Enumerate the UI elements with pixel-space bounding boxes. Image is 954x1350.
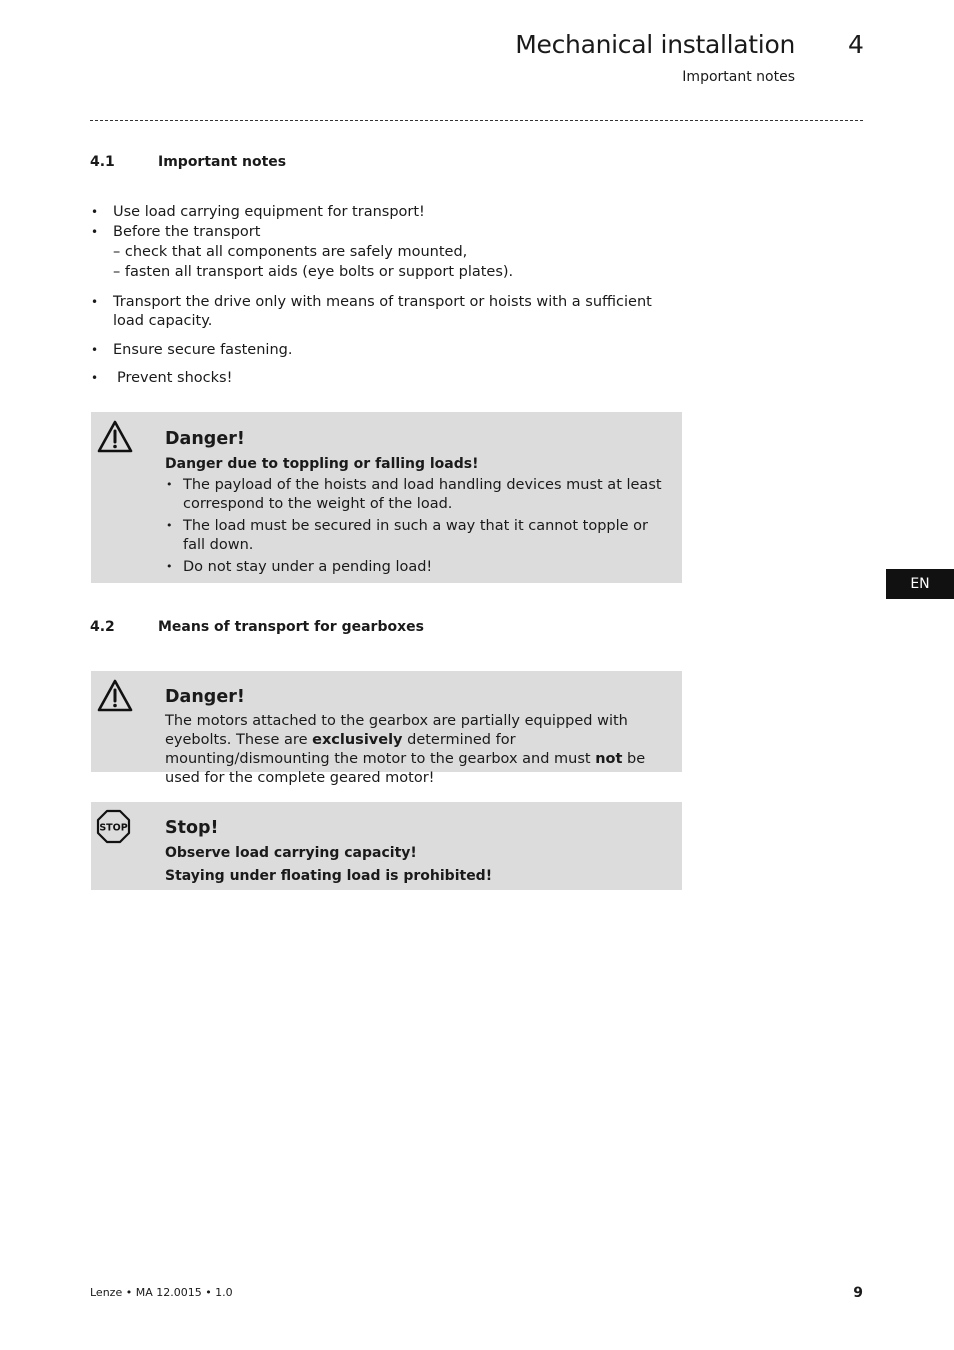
list-item: • Transport the drive only with means of transport or hoists with a sufficient load capacity. bbox=[90, 293, 685, 331]
section-title: Means of transport for gearboxes bbox=[158, 619, 424, 635]
stop-sign-label: STOP bbox=[99, 822, 128, 834]
notice-body bbox=[165, 428, 672, 577]
notice-list bbox=[165, 476, 672, 577]
list-item: • Ensure secure fastening. bbox=[90, 340, 685, 360]
list-item: • The load must be secured in such a way that it cannot topple or fall down. bbox=[165, 517, 672, 554]
list-item: • Prevent shocks! bbox=[90, 368, 685, 388]
stop-notice bbox=[91, 802, 682, 890]
emphasis-not: not bbox=[595, 751, 623, 767]
list-item: • Use load carrying equipment for transport! bbox=[90, 202, 685, 222]
page-number: 9 bbox=[853, 1285, 863, 1301]
section-title: Important notes bbox=[158, 154, 287, 170]
danger-notice-toppling bbox=[91, 412, 682, 583]
language-tab: EN bbox=[886, 569, 954, 599]
chapter-title: Mechanical installation bbox=[515, 30, 795, 59]
notice-title: Stop! bbox=[165, 818, 219, 838]
danger-notice-eyebolts bbox=[91, 671, 682, 786]
footer-document-id: Lenze • MA 12.0015 • 1.0 bbox=[90, 1286, 233, 1299]
warning-triangle-icon bbox=[97, 679, 133, 713]
section-heading-4-2 bbox=[90, 619, 424, 635]
list-item: • The payload of the hoists and load handling devices must at least correspond to the weight of the load. bbox=[165, 476, 672, 513]
chapter-subtitle: Important notes bbox=[682, 69, 795, 85]
notice-text: The motors attached to the gearbox are partially equipped with eyebolts. These are exclusively determined for mounting/dismounting the motor to the gearbox and must not be used for the complete geared motor! bbox=[165, 713, 646, 786]
notice-title: Danger! bbox=[165, 429, 245, 449]
section-number: 4.2 bbox=[90, 619, 115, 635]
notice-line: Staying under floating load is prohibited! bbox=[165, 868, 493, 884]
list-item: • Do not stay under a pending load! bbox=[165, 558, 672, 577]
bullet-list bbox=[90, 202, 685, 388]
emphasis-exclusively: exclusively bbox=[312, 732, 403, 748]
list-item: • Before the transport – check that all components are safely mounted, – fasten all transport aids (eye bolts or support plates). bbox=[90, 222, 685, 282]
chapter-number: 4 bbox=[848, 30, 864, 59]
section-number: 4.1 bbox=[90, 154, 115, 170]
stop-sign-icon bbox=[96, 809, 131, 844]
notice-body bbox=[165, 817, 672, 886]
warning-triangle-icon bbox=[97, 420, 133, 454]
notice-subtitle: Danger due to toppling or falling loads! bbox=[165, 456, 479, 472]
sub-item: – fasten all transport aids (eye bolts or support plates). bbox=[113, 264, 514, 280]
notice-line: Observe load carrying capacity! bbox=[165, 845, 417, 861]
section-heading-4-1 bbox=[90, 154, 286, 170]
notice-title: Danger! bbox=[165, 687, 245, 707]
sub-item: – check that all components are safely mounted, bbox=[113, 244, 468, 260]
header-divider bbox=[90, 120, 863, 121]
notice-body bbox=[165, 686, 672, 788]
